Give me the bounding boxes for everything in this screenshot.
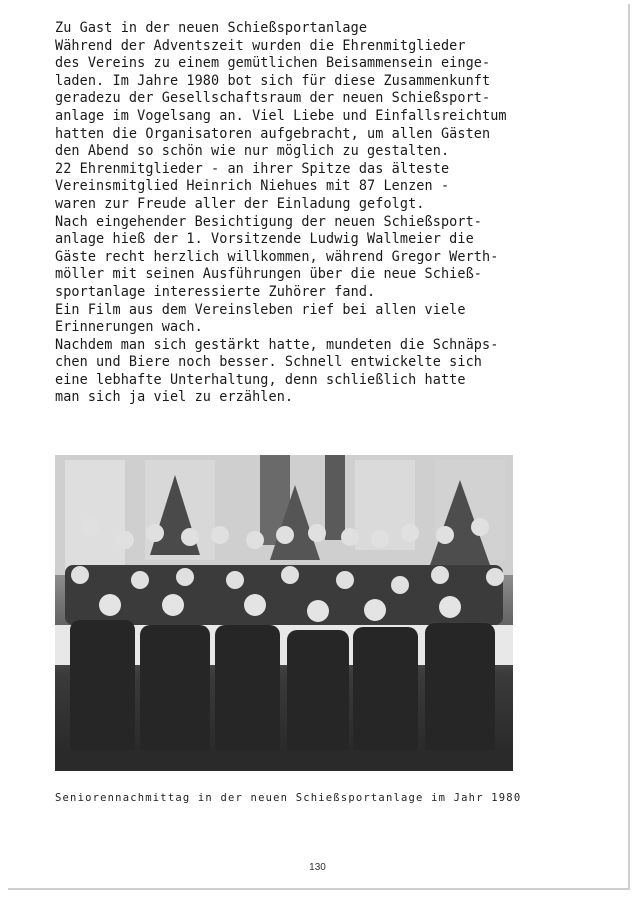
text-line: 22 Ehrenmitglieder - an ihrer Spitze das älteste (55, 160, 450, 177)
group-photo-image (55, 455, 513, 771)
photo-caption: Seniorennachmittag in der neuen Schießsportanlage im Jahr 1980 (55, 792, 522, 804)
text-line: des Vereins zu einem gemütlichen Beisammensein einge- (55, 55, 491, 72)
text-line: Nachdem man sich gestärkt hatte, mundeten die Schnäps- (55, 336, 499, 353)
text-line: Zu Gast in der neuen Schießsportanlage (55, 20, 368, 36)
text-line: anlage im Vogelsang an. Viel Liebe und Einfallsreichtum (55, 107, 507, 124)
text-line: geradezu der Gesellschaftsraum der neuen Schießsport- (55, 90, 491, 107)
text-line: chen und Biere noch besser. Schnell entwickelte sich (55, 354, 483, 371)
text-line: waren zur Freude aller der Einladung gefolgt. (55, 195, 425, 212)
text-line: eine lebhafte Unterhaltung, denn schließlich hatte (55, 371, 466, 388)
page-number: 130 (309, 862, 326, 873)
text-line: anlage hieß der 1. Vorsitzende Ludwig Wallmeier die (55, 231, 474, 248)
article-text (55, 20, 615, 407)
text-line: Vereinsmitglied Heinrich Niehues mit 87 Lenzen - (55, 178, 450, 195)
text-line: man sich ja viel zu erzählen. (55, 389, 294, 406)
text-line: Während der Adventszeit wurden die Ehrenmitglieder (55, 37, 466, 54)
text-line: möller mit seinen Ausführungen über die neue Schieß- (55, 266, 483, 283)
text-line: Nach eingehender Besichtigung der neuen Schießsport- (55, 213, 483, 230)
group-photo (55, 455, 513, 771)
text-line: Ein Film aus dem Vereinsleben rief bei allen viele (55, 301, 466, 318)
text-line: Erinnerungen wach. (55, 319, 203, 336)
text-line: den Abend so schön wie nur möglich zu gestalten. (55, 143, 450, 160)
text-line: hatten die Organisatoren aufgebracht, um allen Gästen (55, 125, 491, 142)
text-line: laden. Im Jahre 1980 bot sich für diese Zusammenkunft (55, 72, 491, 89)
text-line: sportanlage interessierte Zuhörer fand. (55, 283, 376, 300)
text-line: Gäste recht herzlich willkommen, während Gregor Werth- (55, 248, 499, 265)
